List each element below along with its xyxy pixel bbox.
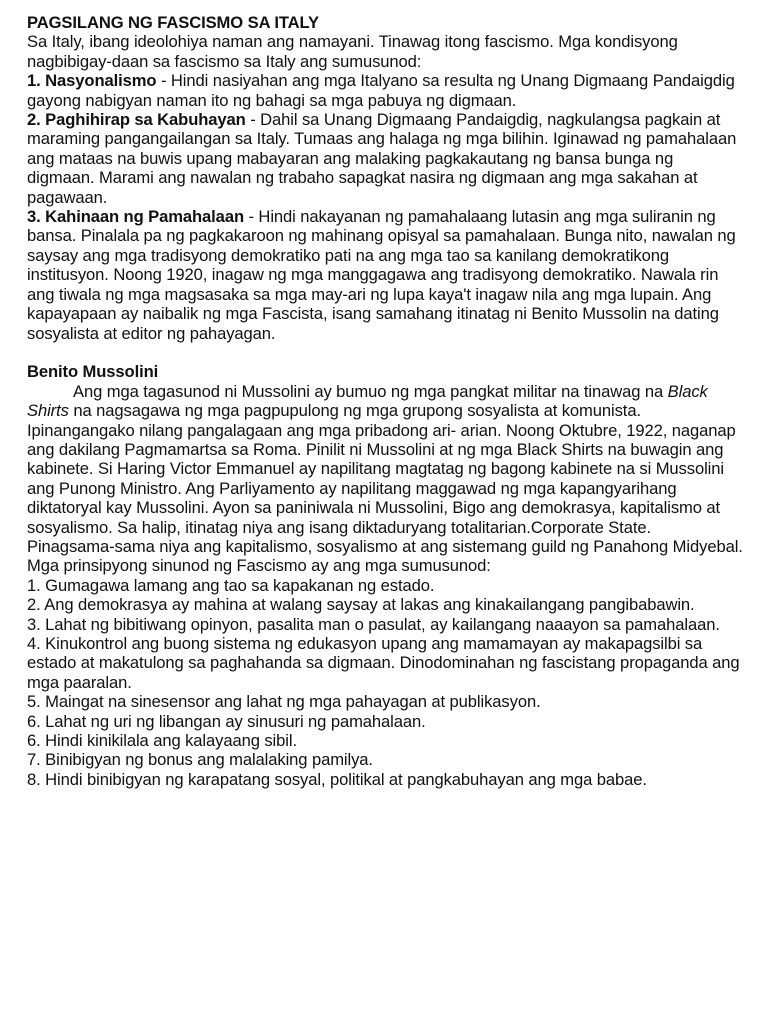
point-paghihirap: [27, 110, 743, 207]
principle-item: 7. Binibigyan ng bonus ang malalaking pamilya.: [27, 750, 373, 770]
point-text: - Hindi nakayanan ng pamahalaang lutasin ang mga suliranin ng bansa. Pinalala pa ng pagkakaroon ng mahinang opisyal sa pamahalaan. Bunga nito, nawalan ng saysay ang mga tradisyong demokratiko pati na ang mga tao sa kanilang demokratikong institusyon. Noong 1920, inagaw ng mga manggagawa ang tradisyong demokratiko. Nawala rin ang tiwala ng mga magsasaka sa mga may-ari ng lupa kaya't inagaw nila ang mga lupain. Ang kapayapaan ay naibalik ng mga Fascista, isang samahang itinatag ni Benito Mussolin na dating sosyalista at editor ng pahayagan.: [27, 207, 736, 343]
intro-paragraph: Sa Italy, ibang ideolohiya naman ang namayani. Tinawag itong fascismo. Mga kondisyong nagbibigay-daan sa fascismo sa Italy ang sumusunod:: [27, 32, 678, 71]
black-shirts-italic: Black Shirts: [27, 381, 708, 421]
point-label: 3. Kahinaan ng Pamahalaan: [27, 207, 244, 227]
principle-item: 6. Hindi kinikilala ang kalayaang sibil.: [27, 731, 297, 751]
principle-item: 3. Lahat ng bibitiwang opinyon, pasalita man o pasulat, ay kailangang naaayon sa pamahalaan.: [27, 614, 720, 634]
point-text: - Dahil sa Unang Digmaang Pandaigdig, nagkulangsa pagkain at maraming pangangailangan sa Italy. Tumaas ang halaga ng mga bilihin. Iginawad ng pamahalaan ang mataas na buwis upang mabayaran ang malaking pagkakautang ng bansa bunga ng digmaan. Marami ang nawalan ng trabaho sapagkat nasira ng digmaan ang mga sakahan at pagawaan.: [27, 110, 737, 207]
point-kahinaan: [27, 207, 743, 343]
principle-item: 8. Hindi binibigyan ng karapatang sosyal, politikal at pangkabuhayan ang mga babae.: [27, 769, 647, 789]
section-gap: [27, 343, 743, 362]
document-title: PAGSILANG NG FASCISMO SA ITALY: [27, 13, 320, 32]
point-label: 2. Paghihirap sa Kabuhayan: [27, 110, 246, 130]
point-label: 1. Nasyonalismo: [27, 71, 157, 91]
paragraph-text-after: na nagsagawa ng mga pagpupulong ng mga grupong sosyalista at komunista. Ipinangangako nilang pangalagaan ang mga pribadong ari- arian. Noong Oktubre, 1922, naganap ang dakilang Pagmamartsa sa Roma. Pinilit ni Mussolini at ng mga Black Shirts na buwagin ang kabinete. Si Haring Victor Emmanuel ay napilitang magtatag ng bagong kabinete na si Mussolini ang Punong Ministro. Ang Parliyamento ay napilitang maggawad ng mga kapangyarihang diktatoryal kay Mussolini. Ayon sa paniniwala ni Mussolini, Bigo ang demokrasya, kapitalismo at sosyalismo. Sa halip, itinatag niya ang isang diktaduryang totalitarian.Corporate State. Pinagsama-sama niya ang kapitalismo, sosyalismo at ang sistemang guild ng Panahong Midyebal. Mga prinsipyong sinunod ng Fascismo ay ang mga sumusunod:: [27, 401, 743, 576]
principle-item: 1. Gumagawa lamang ang tao sa kapakanan ng estado.: [27, 575, 435, 595]
principle-item: 6. Lahat ng uri ng libangan ay sinusuri ng pamahalaan.: [27, 711, 426, 731]
mussolini-paragraph: [27, 382, 743, 576]
principle-item: 2. Ang demokrasya ay mahina at walang saysay at lakas ang kinakailangang pangibabawin.: [27, 595, 695, 615]
document-page: [27, 13, 743, 789]
principle-item: 5. Maingat na sinesensor ang lahat ng mga pahayagan at publikasyon.: [27, 692, 541, 712]
section-heading: Benito Mussolini: [27, 362, 159, 382]
point-text: - Hindi nasiyahan ang mga Italyano sa resulta ng Unang Digmaang Pandaigdig gayong nabigyan naman ito ng bahagi sa mga pabuya ng digmaan.: [27, 71, 735, 110]
principle-item: 4. Kinukontrol ang buong sistema ng edukasyon upang ang mamamayan ay makapagsilbi sa estado at makatulong sa paghahanda sa digmaan. Dinodominahan ng fascistang propaganda ang mga paaralan.: [27, 633, 740, 692]
paragraph-text-before: Ang mga tagasunod ni Mussolini ay bumuo ng mga pangkat militar na tinawag na: [73, 381, 668, 401]
point-nasyonalismo: [27, 71, 743, 110]
